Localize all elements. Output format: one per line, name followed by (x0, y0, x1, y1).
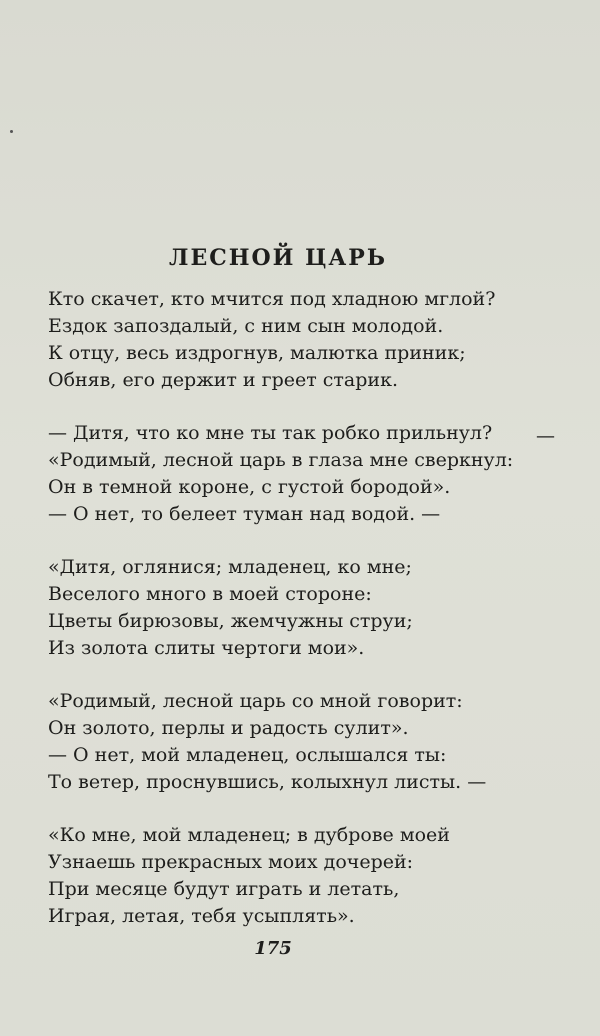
poem-line: «Дитя, оглянися; младенец, ко мне; (48, 556, 412, 578)
poem-line: «Родимый, лесной царь в глаза мне сверкнул: (48, 449, 514, 471)
stanza-3 (48, 554, 568, 662)
poem-line: Кто скачет, кто мчится под хладною мглой? (48, 288, 496, 310)
poem-line: — Дитя, что ко мне ты так робко прильнул? (48, 422, 493, 444)
poem-body (48, 286, 568, 956)
poem-line: Веселого много в моей стороне: (48, 583, 372, 605)
poem-line: «Ко мне, мой младенец; в дуброве моей (48, 824, 450, 846)
poem-line: К отцу, весь издрогнув, малютка приник; (48, 342, 466, 364)
poem-line: То ветер, проснувшись, колыхнул листы. — (48, 771, 487, 793)
poem-line: — О нет, мой младенец, ослышался ты: (48, 744, 447, 766)
poem-line: При месяце будут играть и летать, (48, 878, 400, 900)
poem-title: ЛЕСНОЙ ЦАРЬ (168, 245, 387, 271)
page-number: 175 (254, 938, 292, 959)
stanza-4 (48, 688, 568, 796)
poem-line: Из золота слиты чертоги мои». (48, 637, 365, 659)
stanza-1 (48, 286, 568, 394)
poem-line: Узнаешь прекрасных моих дочерей: (48, 851, 414, 873)
paper-speck (10, 130, 13, 133)
stanza-2 (48, 420, 568, 528)
poem-line: Он в темной короне, с густой бородой». (48, 476, 451, 498)
poem-line: — О нет, то белеет туман над водой. — (48, 503, 441, 525)
stanza-5 (48, 822, 568, 930)
margin-dash: — (536, 425, 555, 447)
poem-line: Цветы бирюзовы, жемчужны струи; (48, 610, 413, 632)
poem-line: «Родимый, лесной царь со мной говорит: (48, 690, 463, 712)
poem-line: Обняв, его держит и греет старик. (48, 369, 398, 391)
poem-line: Играя, летая, тебя усыплять». (48, 905, 355, 927)
poem-line: Он золото, перлы и радость сулит». (48, 717, 409, 739)
poem-line: Ездок запоздалый, с ним сын молодой. (48, 315, 444, 337)
